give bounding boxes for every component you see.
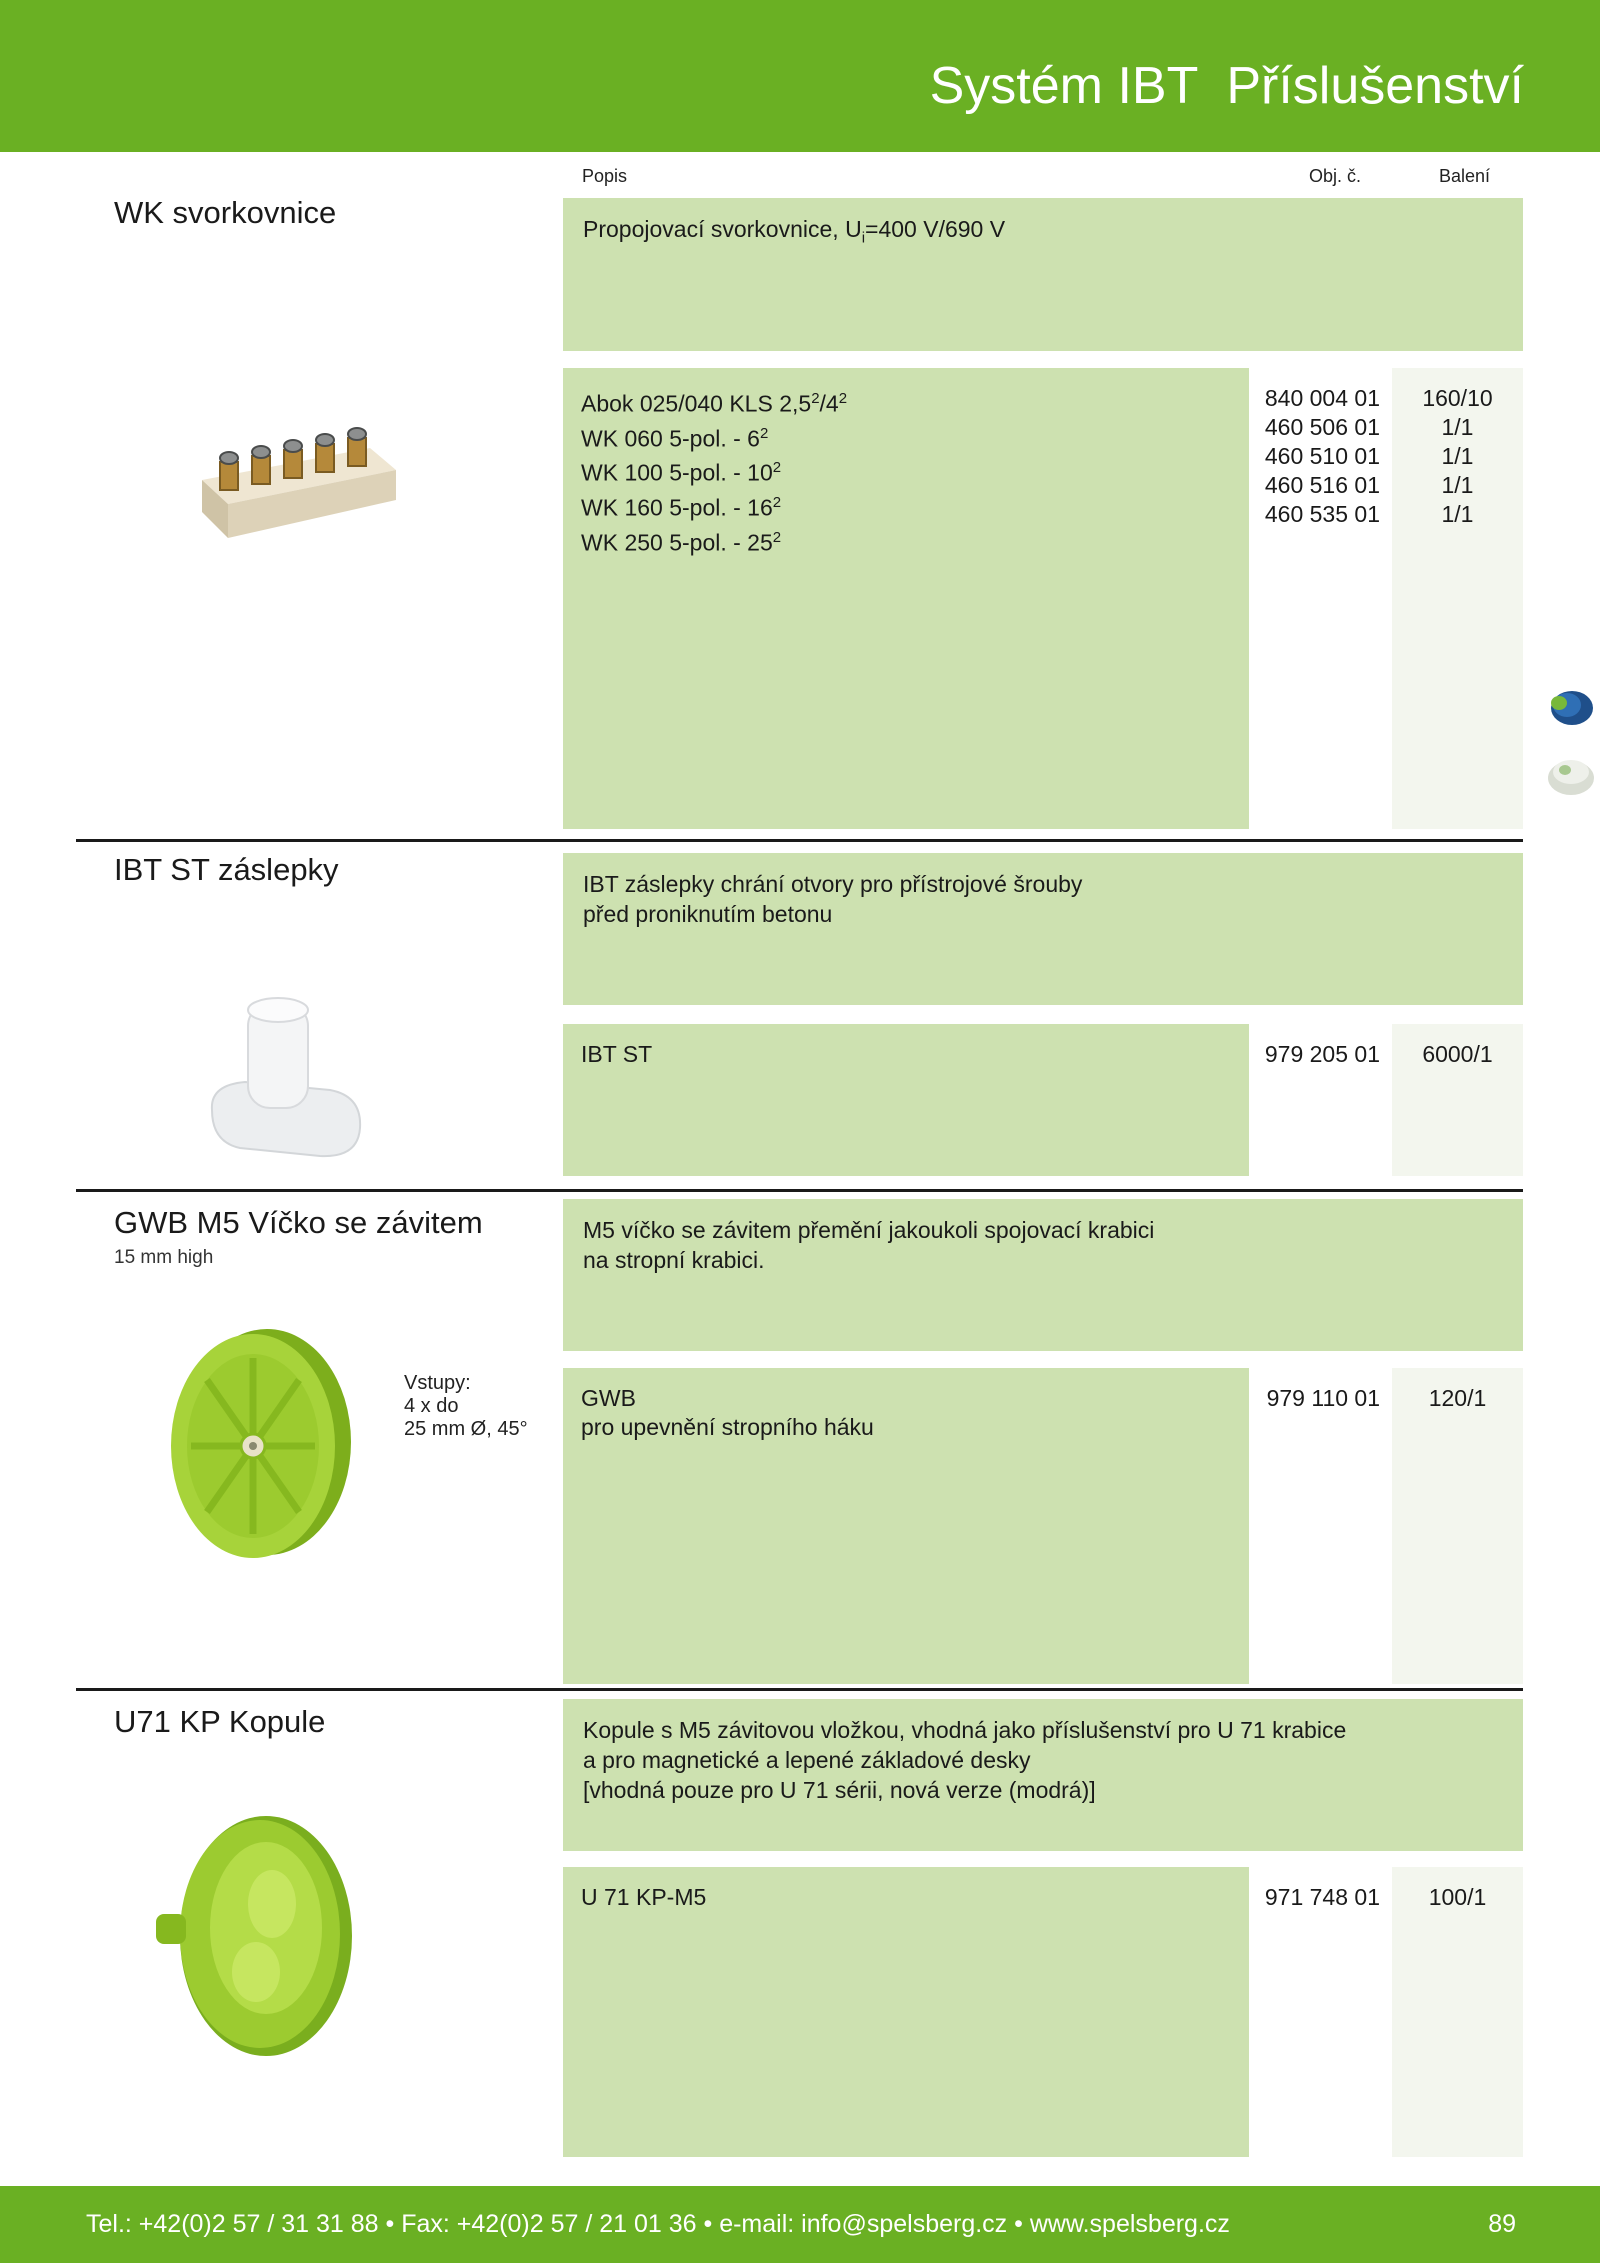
description-subscript: i	[861, 229, 866, 247]
item-popis-u71	[563, 1867, 1249, 2157]
items-baleni-wk	[1392, 368, 1523, 829]
item-obj: 979 110 01	[1266, 1385, 1380, 1411]
plug-image	[200, 990, 370, 1170]
description-u71	[563, 1699, 1523, 1851]
item-name: WK 100 5-pol. - $10^2$	[581, 459, 782, 486]
item-popis-gwb	[563, 1368, 1249, 1684]
item-obj-ibt-st	[1249, 1024, 1392, 1176]
item-name: WK 060 5-pol. - $6^2$	[581, 424, 769, 452]
page-title	[930, 56, 1524, 116]
item-baleni-gwb	[1392, 1368, 1523, 1684]
item-baleni-ibt-st	[1392, 1024, 1523, 1176]
description-line: a pro magnetické a lepené základové desky	[583, 1747, 1031, 1773]
item-name: Abok 025/040 KLS $2,5^2/4^2$	[581, 390, 848, 417]
description-text-suffix: =400 V/690 V	[865, 216, 1006, 242]
item-obj: 460 510 01	[1264, 443, 1380, 469]
item-baleni: 100/1	[1428, 1884, 1487, 1910]
section-subtitle-gwb: 15 mm high	[114, 1247, 214, 1268]
section-divider	[76, 1688, 1523, 1691]
item-name-detail: pro upevnění stropního háku	[581, 1414, 874, 1440]
dome-image	[148, 1808, 368, 2068]
item-obj: 979 205 01	[1264, 1041, 1380, 1067]
item-obj: 460 506 01	[1264, 414, 1380, 440]
item-baleni: 1/1	[1441, 443, 1474, 469]
description-line: [vhodná pouze pro U 71 sérii, nová verze (modrá)]	[583, 1777, 1096, 1803]
section-divider	[76, 839, 1523, 842]
description-line: M5 víčko se závitem přemění jakoukoli spojovací krabici	[583, 1217, 1155, 1243]
item-name: WK 160 5-pol. - $16^2$	[581, 493, 782, 521]
item-baleni-u71	[1392, 1867, 1523, 2157]
item-name: IBT ST	[581, 1041, 653, 1067]
page-title-main: Systém IBT	[929, 57, 1199, 115]
description-text: Propojovací svorkovnice, U	[583, 216, 862, 242]
item-baleni: 1/1	[1441, 472, 1474, 498]
footer-contact: Tel.: +42(0)2 57 / 31 31 88 • Fax: +42(0)2 57 / 21 01 36 • e-mail: info@spelsberg.cz • www.spelsberg.cz	[86, 2210, 1230, 2238]
description-line: IBT záslepky chrání otvory pro přístrojové šrouby	[583, 871, 1083, 897]
items-popis-wk	[563, 368, 1249, 829]
inputs-note-line: 4 x do	[404, 1395, 459, 1417]
threaded-lid-image	[155, 1318, 355, 1568]
description-ibt-st	[563, 853, 1523, 1005]
item-obj: 840 004 01	[1264, 385, 1380, 411]
section-title-ibt-st: IBT ST záslepky	[114, 852, 339, 887]
description-line: na stropní krabici.	[583, 1247, 765, 1273]
blue-cap-thumbnail	[1545, 685, 1595, 731]
item-name: WK 250 5-pol. - $25^2$	[581, 528, 782, 556]
item-name: GWB	[581, 1385, 636, 1411]
column-header-popis: Popis	[582, 166, 628, 186]
page-number: 89	[1488, 2210, 1516, 2238]
description-line: před proniknutím betonu	[583, 901, 833, 927]
section-title-u71: U71 KP Kopule	[114, 1704, 326, 1739]
item-baleni: 160/10	[1422, 385, 1493, 411]
inputs-note-line: 25 mm Ø, 45°	[404, 1418, 528, 1440]
item-obj-gwb	[1249, 1368, 1392, 1684]
description-wk	[563, 198, 1523, 351]
white-cap-thumbnail	[1545, 752, 1597, 800]
item-popis-ibt-st	[563, 1024, 1249, 1176]
page-title-sub: Příslušenství	[1226, 57, 1524, 115]
page-footer	[0, 2186, 1600, 2263]
item-obj-u71	[1249, 1867, 1392, 2157]
item-baleni: 1/1	[1441, 414, 1474, 440]
item-obj: 971 748 01	[1264, 1884, 1380, 1910]
items-obj-wk	[1249, 368, 1392, 829]
item-baleni: 1/1	[1441, 501, 1474, 527]
inputs-note	[404, 1372, 528, 1441]
description-line: Kopule s M5 závitovou vložkou, vhodná jako příslušenství pro U 71 krabice	[583, 1717, 1347, 1743]
inputs-note-line: Vstupy:	[404, 1372, 471, 1394]
item-obj: 460 516 01	[1264, 472, 1380, 498]
section-divider	[76, 1189, 1523, 1192]
item-baleni: 120/1	[1428, 1385, 1487, 1411]
column-header-baleni: Balení	[1439, 166, 1491, 186]
section-title-wk: WK svorkovnice	[114, 195, 337, 230]
item-obj: 460 535 01	[1264, 501, 1380, 527]
item-baleni: 6000/1	[1422, 1041, 1493, 1067]
terminal-block-image	[190, 400, 410, 560]
description-gwb	[563, 1199, 1523, 1351]
item-name: U 71 KP-M5	[581, 1884, 707, 1910]
page-header	[0, 0, 1600, 152]
column-header-obj: Obj. č.	[1309, 166, 1362, 186]
section-title-gwb: GWB M5 Víčko se závitem	[114, 1205, 483, 1240]
